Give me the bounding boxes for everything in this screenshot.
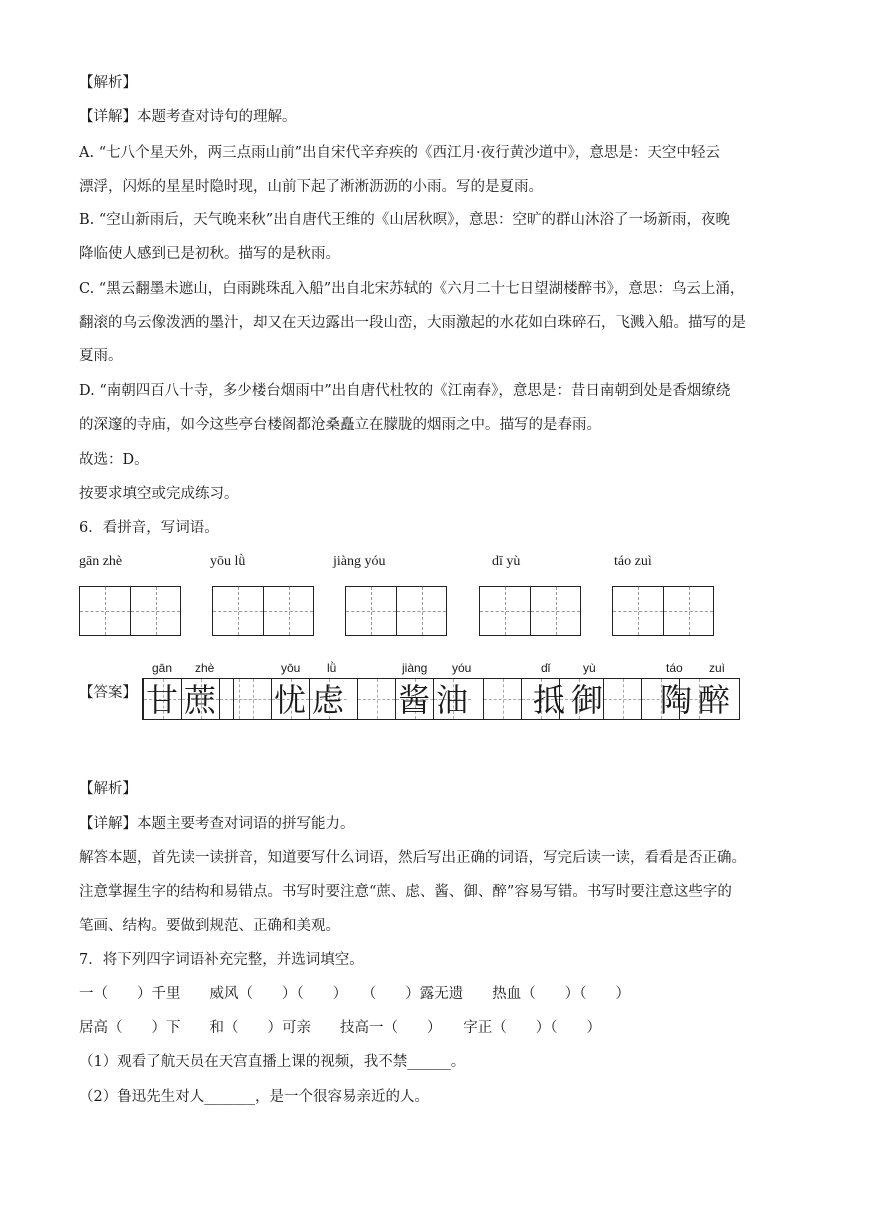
writing-grid[interactable] xyxy=(345,586,447,636)
answer-character: 酱 xyxy=(397,681,430,719)
answer-pinyin: yù xyxy=(583,661,596,675)
pinyin-label: táo zuì xyxy=(614,554,652,569)
pinyin-label: jiàng yóu xyxy=(333,554,386,569)
answer-label: 【答案】 xyxy=(79,685,137,701)
fill-sentence-1: （1）观看了航天员在天宫直播上课的视频，我不禁______。 xyxy=(79,1054,466,1070)
fill-sentence-2: （2）鲁迅先生对人_______，是一个很容易亲近的人。 xyxy=(79,1089,429,1105)
option-d-line-2: 的深邃的寺庙，如今这些亭台楼阁都沧桑矗立在朦胧的烟雨之中。描写的是春雨。 xyxy=(79,417,601,433)
answer-pinyin: zhè xyxy=(195,661,215,675)
answer-pinyin: jiàng xyxy=(402,661,428,675)
answer-cell xyxy=(483,679,521,719)
answer-character: 虑 xyxy=(311,681,344,719)
choice-line: 故选：D。 xyxy=(79,452,149,468)
answer-character: 蔗 xyxy=(183,681,216,719)
option-b-line-1: B. “空山新雨后，天气晚来秋”出自唐代王维的《山居秋暝》，意思：空旷的群山沐浴了一场新雨，夜晚 xyxy=(79,212,730,228)
pinyin-label: gān zhè xyxy=(79,554,123,569)
explanation-line-1: 解答本题，首先读一读拼音，知道要写什么词语，然后写出正确的词语，写完后读一读，看看是否正确。 xyxy=(79,850,746,866)
option-b-line-2: 降临使人感到已是初秋。描写的是秋雨。 xyxy=(79,246,340,262)
answer-character: 抵 xyxy=(532,681,565,719)
detail-line: 【详解】本题考查对诗句的理解。 xyxy=(79,109,297,125)
explanation-line-3: 笔画、结构。要做到规范、正确和美观。 xyxy=(79,918,340,934)
option-c-line-3: 夏雨。 xyxy=(79,348,123,364)
answer-pinyin: yóu xyxy=(452,661,472,675)
answer-character: 醉 xyxy=(697,681,730,719)
answer-pinyin: táo xyxy=(666,661,683,675)
option-d-line-1: D. “南朝四百八十寺，多少楼台烟雨中”出自唐代杜牧的《江南春》，意思是：昔日南朝到处是香烟缭绕 xyxy=(79,383,731,399)
answer-pinyin: lǜ xyxy=(327,661,337,675)
instruction-line: 按要求填空或完成练习。 xyxy=(79,486,239,502)
explanation-line-2: 注意掌握生字的结构和易错点。书写时要注意“蔗、虑、酱、御、醉”容易写错。书写时要注意这些字的 xyxy=(79,884,732,900)
writing-grid[interactable] xyxy=(612,586,714,636)
writing-grid[interactable] xyxy=(79,586,181,636)
question-7-title: 7．将下列四字词语补充完整，并选词填空。 xyxy=(79,952,364,968)
question-6-title: 6．看拼音，写词语。 xyxy=(79,520,219,536)
answer-character: 陶 xyxy=(659,681,692,719)
idiom-row-2: 居高（ ）下 和（ ）可亲 技高一（ ） 字正（ ）（ ） xyxy=(79,1020,601,1036)
analysis-heading: 【解析】 xyxy=(79,75,137,91)
answer-character: 甘 xyxy=(145,681,178,719)
analysis-heading: 【解析】 xyxy=(79,781,137,797)
answer-cell xyxy=(233,679,271,719)
answer-cell xyxy=(603,679,641,719)
idiom-row-1: 一（ ）千里 威风（ ）（ ） （ ）露无遗 热血（ ）（ ） xyxy=(79,986,630,1002)
answer-character: 忧 xyxy=(273,681,306,719)
writing-grid[interactable] xyxy=(479,586,581,636)
pinyin-label: yōu lǜ xyxy=(210,554,246,569)
answer-pinyin: dǐ xyxy=(541,661,551,675)
answer-character: 油 xyxy=(435,681,468,719)
writing-grid[interactable] xyxy=(212,586,314,636)
option-a-line-2: 漂浮，闪烁的星星时隐时现，山前下起了淅淅沥沥的小雨。写的是夏雨。 xyxy=(79,179,543,195)
answer-cell xyxy=(357,679,395,719)
option-c-line-2: 翻滚的乌云像泼洒的墨汁，却又在天边露出一段山峦，大雨激起的水花如白珠碎石，飞溅入船。描写的是 xyxy=(79,315,746,331)
answer-pinyin: zuì xyxy=(709,661,726,675)
answer-pinyin: yōu xyxy=(281,661,301,675)
pinyin-label: dī yù xyxy=(492,554,521,569)
answer-character: 御 xyxy=(570,681,603,719)
option-a-line-1: A. “七八个星天外，两三点雨山前”出自宋代辛弃疾的《西江月·夜行黄沙道中》，意思是：天空中轻云 xyxy=(79,145,720,161)
detail-line: 【详解】本题主要考查对词语的拼写能力。 xyxy=(79,816,355,832)
option-c-line-1: C. “黑云翻墨未遮山，白雨跳珠乱入船”出自北宋苏轼的《六月二十七日望湖楼醉书》，意思：乌云上涌， xyxy=(79,281,745,297)
answer-pinyin: gān xyxy=(152,661,173,675)
